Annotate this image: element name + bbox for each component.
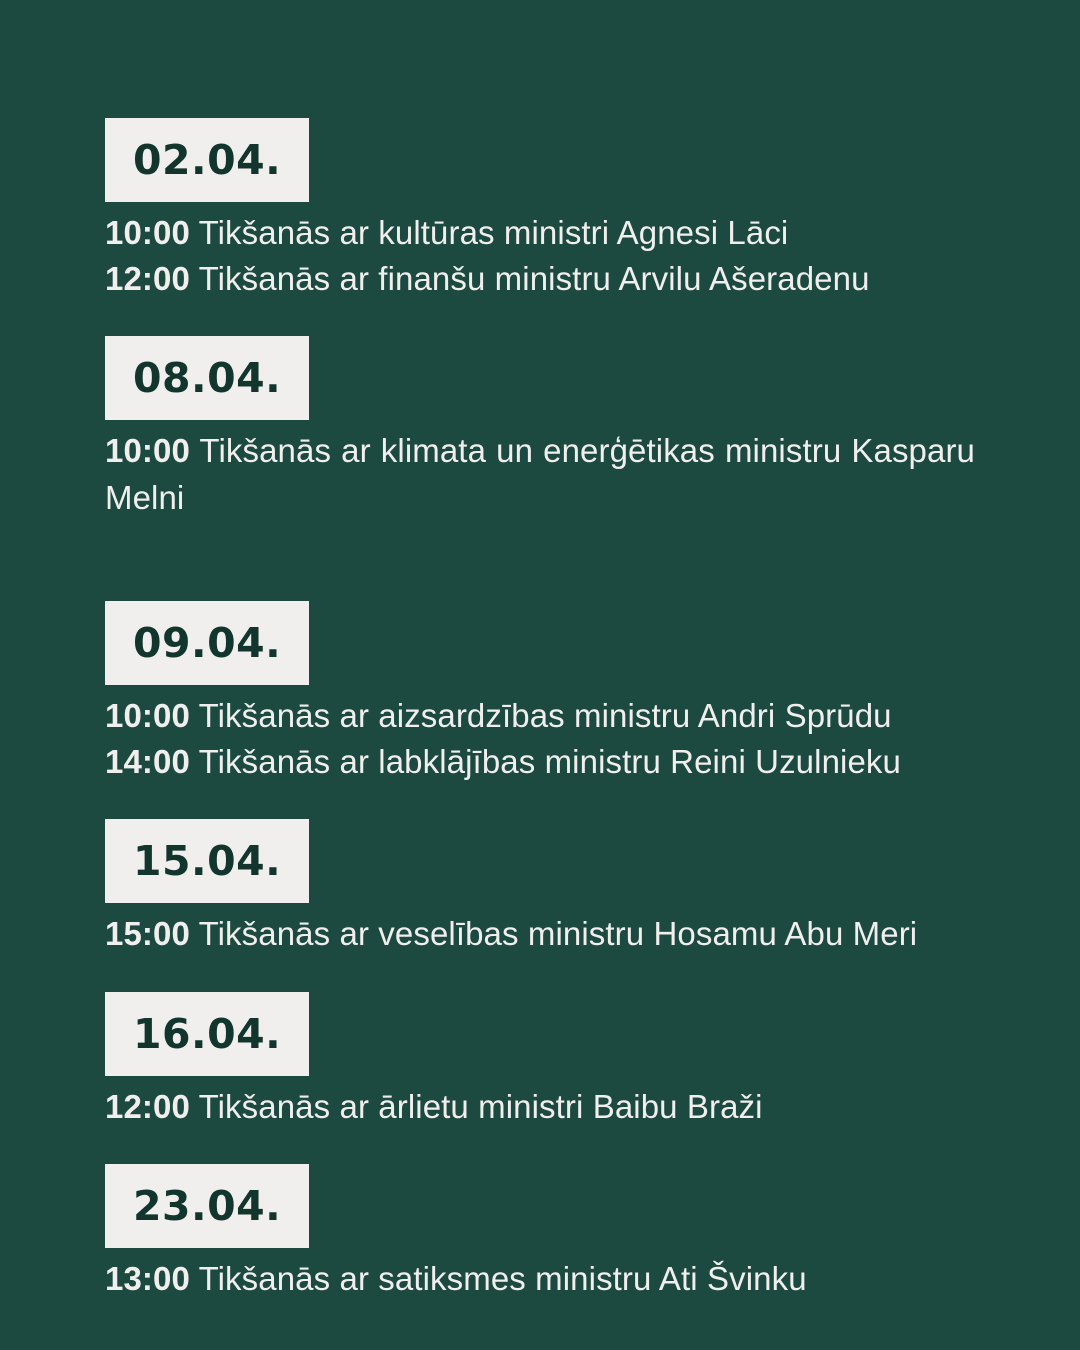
block-spacer [105,1130,975,1164]
schedule-entry [105,256,975,302]
entry-description: Tikšanās ar ārlietu ministri Baibu Braži [198,1087,763,1125]
schedule-entry [105,210,975,256]
entry-description: Tikšanās ar labklājības ministru Reini Uzulnieku [198,743,901,781]
entry-list [105,693,975,785]
block-spacer [105,567,975,601]
schedule-entry [105,911,975,957]
entry-time: 12:00 [105,260,190,298]
entry-description: Tikšanās ar kultūras ministri Agnesi Lāci [198,214,789,251]
day-block [105,336,975,567]
entry-time: 12:00 [105,1087,190,1125]
entry-time: 10:00 [105,214,190,251]
entry-list [105,428,975,567]
day-block [105,819,975,957]
entry-description: Tikšanās ar finanšu ministru Arvilu Ašeradenu [198,260,870,298]
date-chip: 23.04. [105,1164,309,1248]
day-block [105,992,975,1130]
schedule-entry [105,1256,975,1302]
entry-description: Tikšanās ar klimata un enerģētikas ministru Kasparu Melni [105,432,975,516]
entry-description: Tikšanās ar satiksmes ministru Ati Švinku [198,1259,807,1297]
day-block [105,601,975,785]
schedule-entry [105,739,975,785]
entry-time: 14:00 [105,743,190,781]
block-spacer [105,785,975,819]
schedule-entry [105,693,975,739]
date-chip: 15.04. [105,819,309,903]
entry-list [105,1256,975,1302]
entry-time: 10:00 [105,696,190,734]
block-spacer [105,958,975,992]
schedule-entry [105,1084,975,1130]
schedule-list [105,118,975,1302]
schedule-entry [105,428,975,567]
entry-description: Tikšanās ar veselības ministru Hosamu Abu Meri [198,915,918,953]
block-spacer [105,302,975,336]
date-chip: 08.04. [105,336,309,420]
date-chip: 02.04. [105,118,309,202]
day-block [105,1164,975,1302]
entry-list [105,1084,975,1130]
entry-description: Tikšanās ar aizsardzības ministru Andri Sprūdu [198,696,892,734]
date-chip: 09.04. [105,601,309,685]
entry-list [105,210,975,302]
date-chip: 16.04. [105,992,309,1076]
entry-time: 15:00 [105,915,190,953]
entry-time: 13:00 [105,1259,190,1297]
entry-time: 10:00 [105,432,190,470]
day-block [105,118,975,302]
entry-list [105,911,975,957]
